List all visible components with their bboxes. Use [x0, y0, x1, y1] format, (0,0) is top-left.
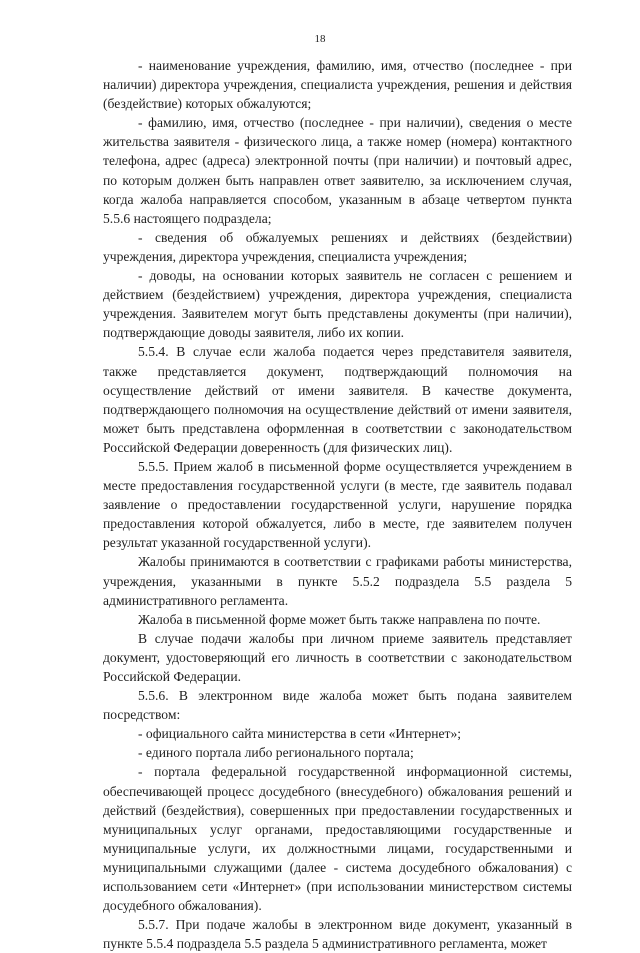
paragraph: - доводы, на основании которых заявитель не согласен с решением и действием (бездействием) учреждения, директора учреждения, специалиста учреждения. Заявителем могут быть представлены документы (при наличии), подтверждающие доводы заявителя, либо их копии.	[103, 268, 572, 341]
paragraph: - портала федеральной государственной информационной системы, обеспечивающей процесс досудебного (внесудебного) обжалования решений и действий (бездействия), совершенных при предоставлении государственных и муниципальных услуг органами, предоставляющими государственные и муниципальные услуги, их должностными лицами, государственными и муниципальными служащими (далее - система досудебного обжалования) с использованием сети «Интернет» (при использовании министерством системы досудебного обжалования).	[103, 764, 572, 914]
paragraph: - наименование учреждения, фамилию, имя, отчество (последнее - при наличии) директора учреждения, специалиста учреждения, решения и действия (бездействие) которых обжалуются;	[103, 58, 572, 112]
paragraph: Жалоба в письменной форме может быть также направлена по почте.	[138, 611, 541, 627]
page-number: 18	[314, 33, 326, 45]
paragraph: - сведения об обжалуемых решениях и действиях (бездействии) учреждения, директора учреждения, специалиста учреждения;	[103, 229, 572, 264]
document-body	[103, 56, 572, 953]
paragraph: В случае подачи жалобы при личном приеме заявитель представляет документ, удостоверяющий его личность в соответствии с законодательством Российской Федерации.	[103, 630, 572, 684]
paragraph: 5.5.7. При подаче жалобы в электронном виде документ, указанный в пункте 5.5.4 подраздела 5.5 раздела 5 административного регламента, может	[103, 917, 572, 952]
paragraph: - единого портала либо регионального портала;	[138, 745, 414, 761]
paragraph: 5.5.5. Прием жалоб в письменной форме осуществляется учреждением в месте предоставления государственной услуги (в месте, где заявитель подавал заявление о предоставлении государственной услуги, нарушение порядка предоставления которой обжалуется, либо в месте, где заявителем получен результат указанной государственной услуги).	[103, 458, 572, 551]
paragraph: - фамилию, имя, отчество (последнее - при наличии), сведения о месте жительства заявителя - физического лица, а также номер (номера) контактного телефона, адрес (адреса) электронной почты (при наличии) и почтовый адрес, по которым должен быть направлен ответ заявителю, за исключением случая, когда жалоба направляется способом, указанным в абзаце четвертом пункта 5.5.6 настоящего подраздела;	[103, 115, 572, 226]
paragraph: - официального сайта министерства в сети «Интернет»;	[138, 726, 462, 742]
paragraph: Жалобы принимаются в соответствии с графиками работы министерства, учреждения, указанными в пункте 5.5.2 подраздела 5.5 раздела 5 административного регламента.	[103, 554, 572, 608]
paragraph: 5.5.4. В случае если жалоба подается через представителя заявителя, также представляется документ, подтверждающий полномочия на осуществление действий от имени заявителя. В качестве документа, подтверждающего полномочия на осуществление действий от имени заявителя, может быть представлена оформленная в соответствии с законодательством Российской Федерации доверенность (для физических лиц).	[103, 344, 572, 455]
paragraph: 5.5.6. В электронном виде жалоба может быть подана заявителем посредством:	[103, 688, 572, 723]
